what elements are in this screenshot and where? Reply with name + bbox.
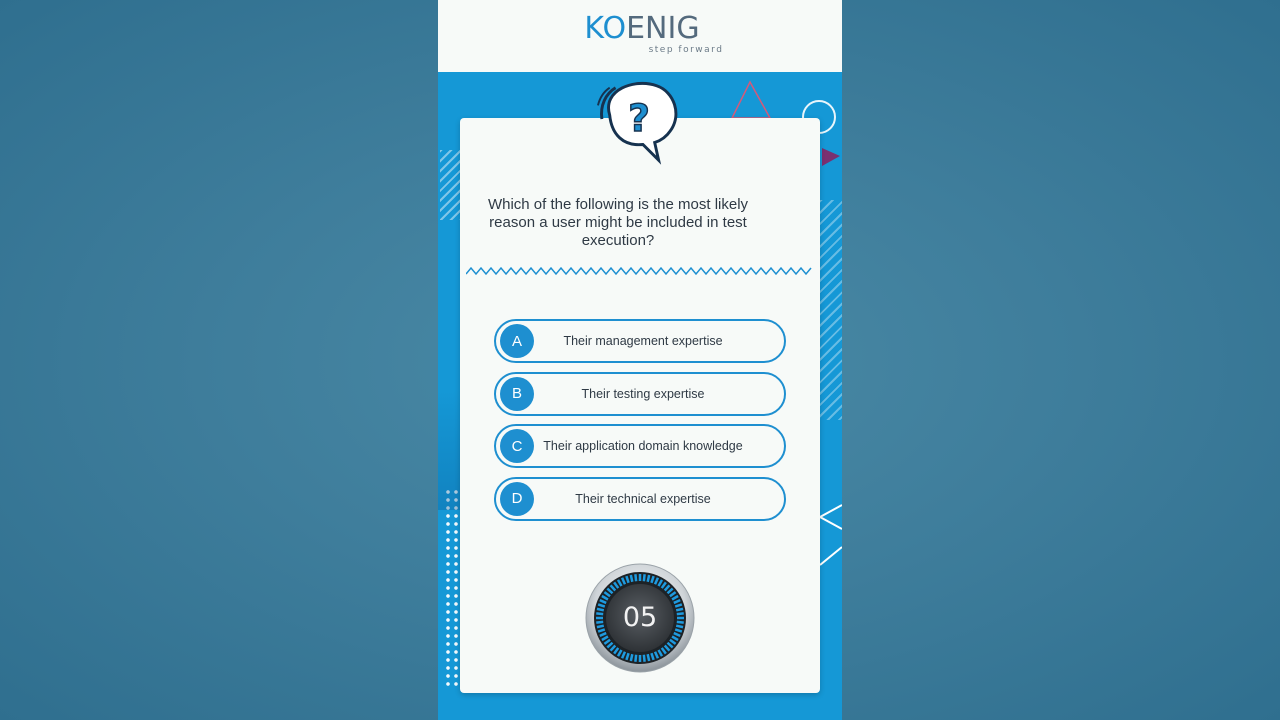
wavy-divider xyxy=(466,264,814,278)
option-c-button[interactable] xyxy=(494,424,786,468)
option-text: Their technical expertise xyxy=(575,491,711,506)
option-text: Their testing expertise xyxy=(581,386,705,401)
countdown-timer: 05 xyxy=(622,602,658,633)
option-d-button[interactable] xyxy=(494,477,786,521)
option-b-button[interactable] xyxy=(494,372,786,416)
option-letter: D xyxy=(500,482,534,516)
triangle-decoration xyxy=(822,148,842,168)
koenig-logo xyxy=(584,11,700,46)
option-text: Their application domain knowledge xyxy=(543,439,743,453)
brand-header xyxy=(438,0,842,72)
answer-options xyxy=(494,319,786,529)
stripes-decoration xyxy=(820,200,842,420)
option-a-button[interactable] xyxy=(494,319,786,363)
logo-accent: KO xyxy=(584,11,627,46)
option-letter: A xyxy=(500,324,534,358)
logo-tagline: step forward xyxy=(648,45,724,55)
option-letter: C xyxy=(500,429,534,463)
logo-rest: ENIG xyxy=(626,11,700,46)
dots-decoration xyxy=(444,488,460,688)
question-text: Which of the following is the most likely reason a user might be included in test execution? xyxy=(487,196,749,249)
svg-text:?: ? xyxy=(628,95,650,140)
option-text: Their management expertise xyxy=(563,334,723,348)
question-bubble-icon xyxy=(596,76,686,166)
option-letter: B xyxy=(500,377,534,411)
